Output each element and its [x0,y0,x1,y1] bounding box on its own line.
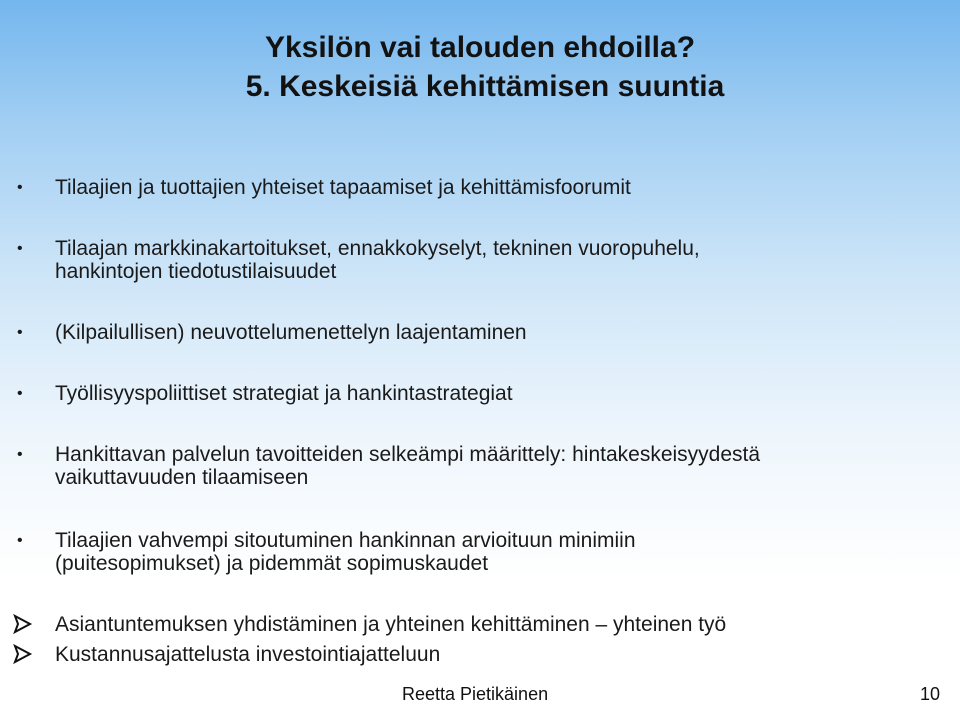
bullet-dot-icon: • [17,532,23,549]
bullet-text: Kustannusajattelusta investointiajatteluun [55,643,441,666]
bullet-text-line-2: (puitesopimukset) ja pidemmät sopimuskaudet [55,552,489,575]
bullet-text-line-2: vaikuttavuuden tilaamiseen [55,466,309,489]
bullet-text: Hankittavan palvelun tavoitteiden selkeämpi määrittely: hintakeskeisyydestä [55,443,761,466]
slide-footer [0,684,960,705]
bullet-text: Tilaajien vahvempi sitoutuminen hankinnan arvioituun minimiin [55,529,636,552]
bullet-text: Tilaajien ja tuottajien yhteiset tapaamiset ja kehittämisfoorumit [55,176,631,199]
bullet-text: (Kilpailullisen) neuvottelumenettelyn laajentaminen [55,321,527,344]
bullet-dot-icon: • [17,324,23,341]
bullet-dot-icon: • [17,446,23,463]
bullet-text-line-2: hankintojen tiedotustilaisuudet [55,260,337,283]
title-line-2: 5. Keskeisiä kehittämisen suuntia [245,70,725,103]
page-number: 10 [919,684,940,704]
bullet-dot-icon: • [17,240,23,257]
bullet-text: Tilaajan markkinakartoitukset, ennakkokyselyt, tekninen vuoropuhelu, [55,237,700,260]
bullet-text: Asiantuntemuksen yhdistäminen ja yhteinen kehittäminen – yhteinen työ [55,613,727,636]
bullet-dot-icon: • [17,179,23,196]
bullet-dot-icon: • [17,385,23,402]
title-line-1: Yksilön vai talouden ehdoilla? [264,31,696,64]
arrow-bullet-icon [13,614,37,634]
slide-title [0,28,960,106]
bullet-text: Työllisyyspoliittiset strategiat ja hankintastrategiat [55,382,513,405]
footer-author: Reetta Pietikäinen [402,684,549,704]
arrow-bullet-icon [13,644,37,664]
